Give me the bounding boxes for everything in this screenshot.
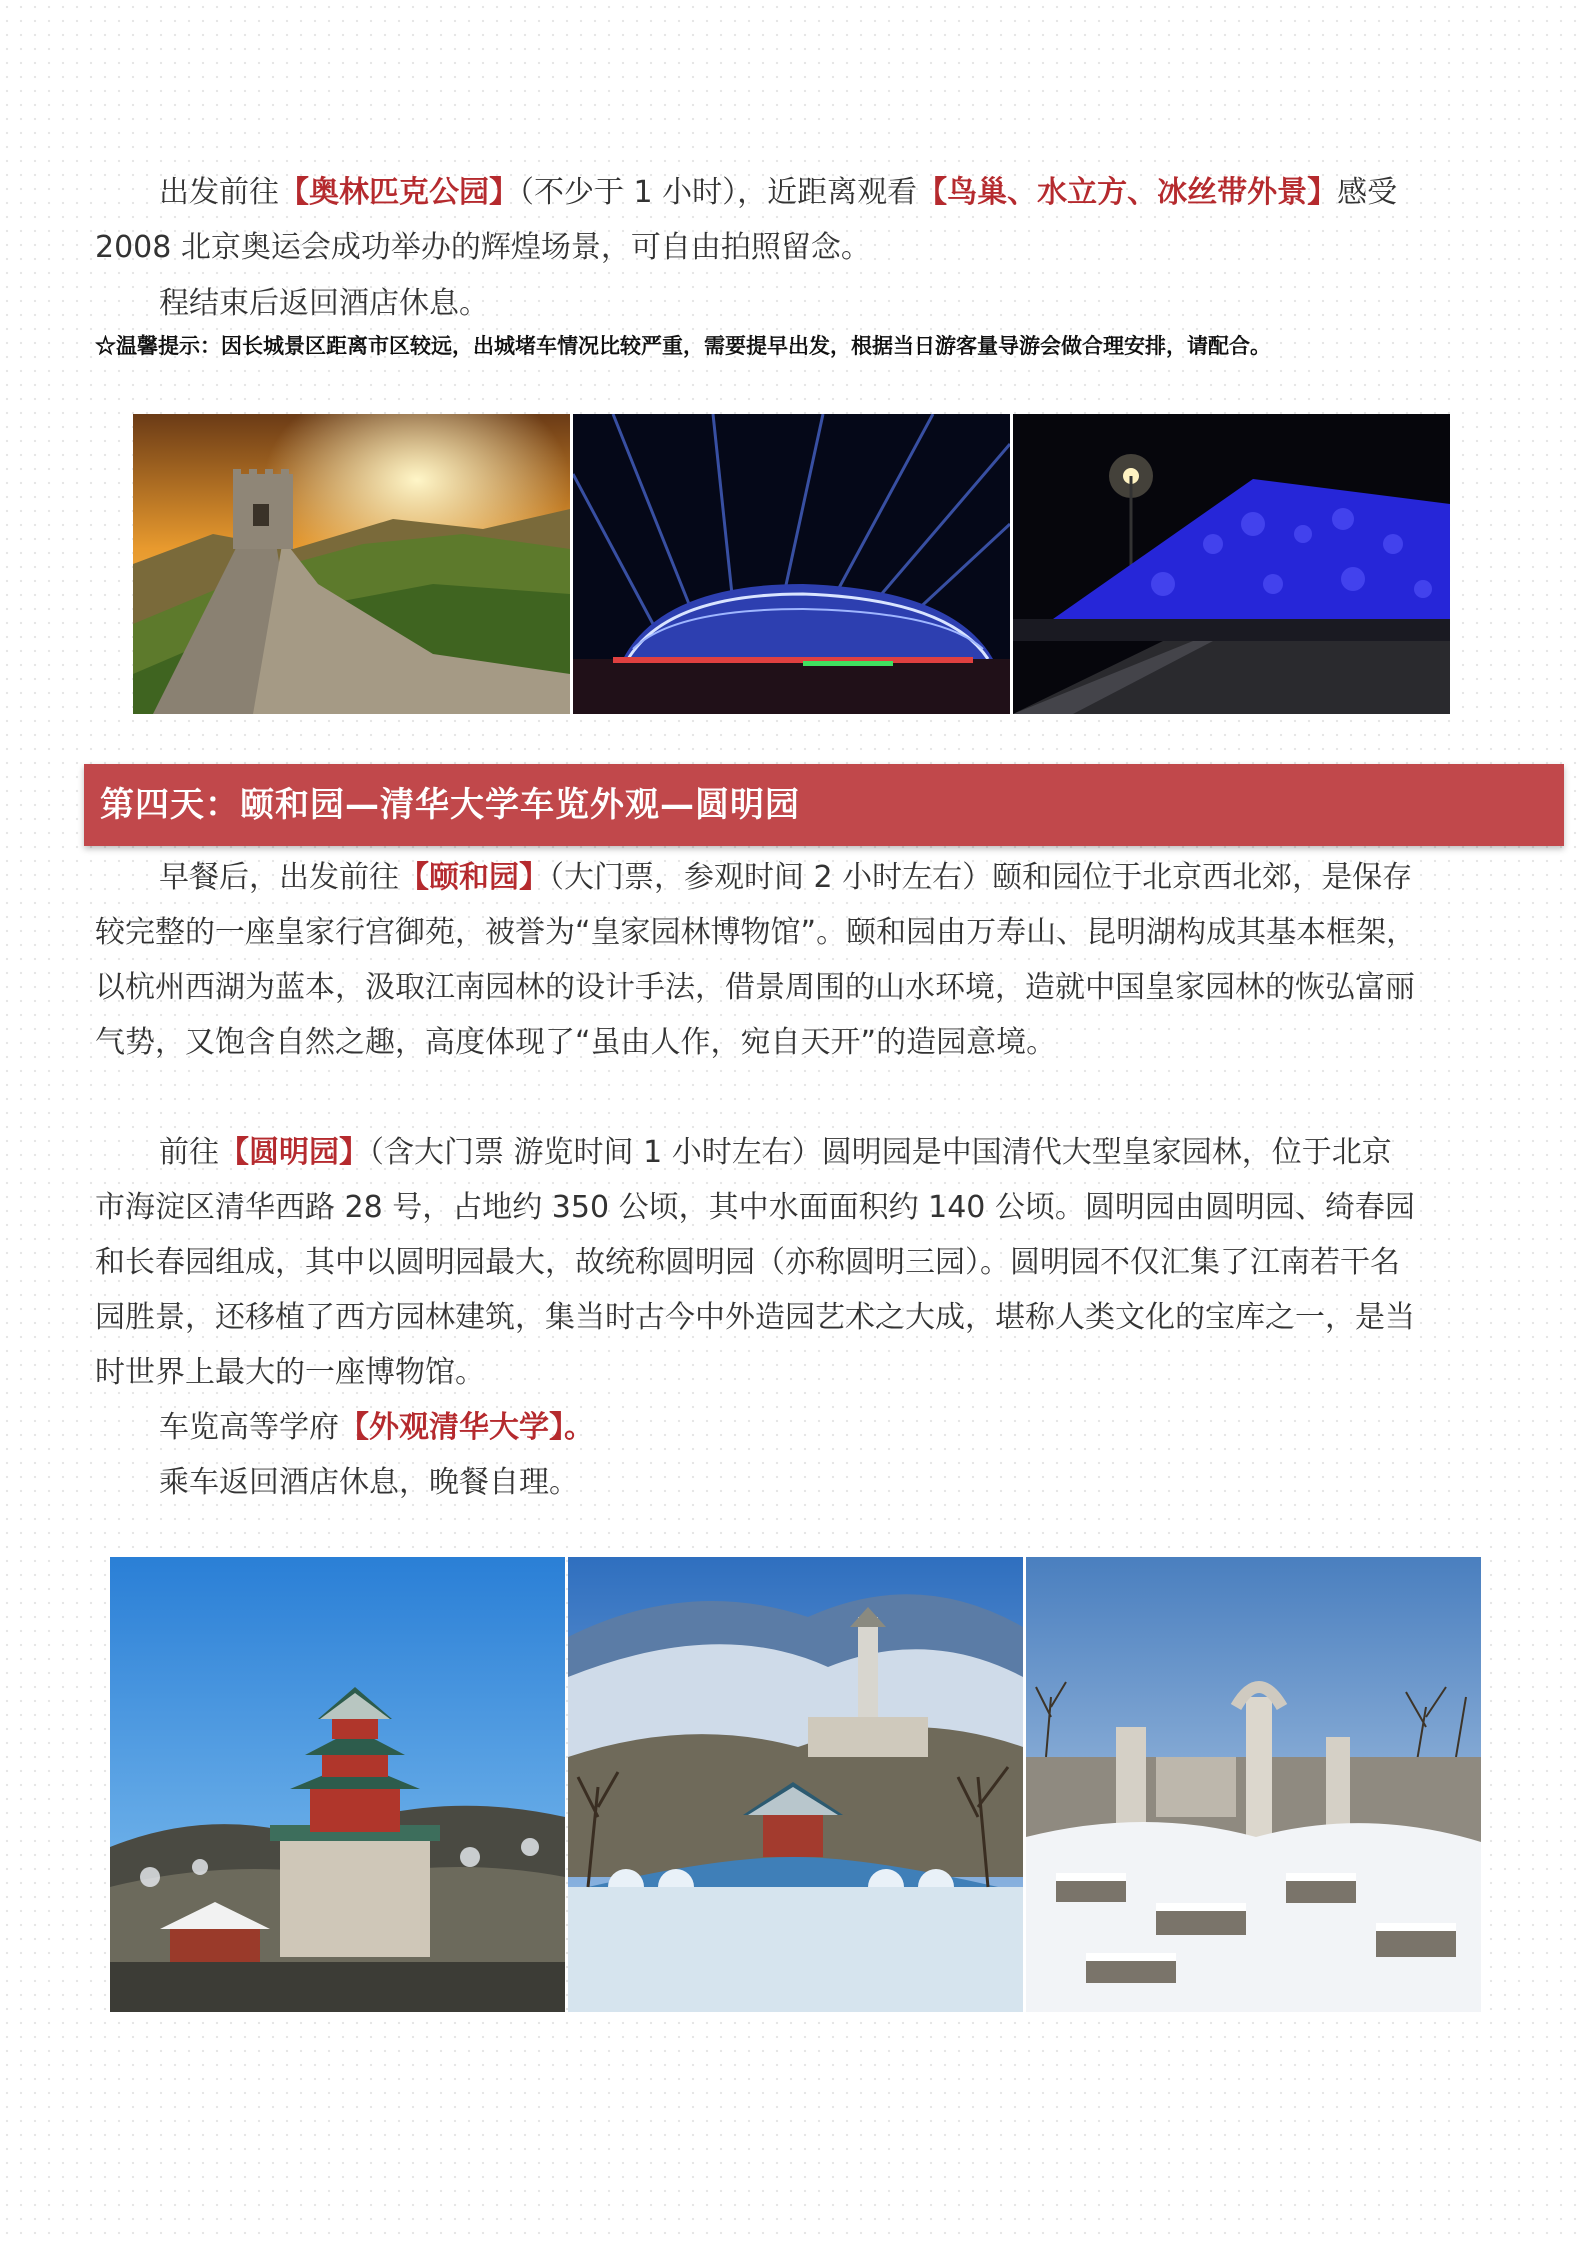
jade-peak-pagoda-photo (568, 1557, 1023, 2012)
text-segment: （大门票，参观时间 2 小时左右）颐和园位于北京西北郊，是保存较完整的一座皇家行宫御苑，被誉为“皇家园林博物馆”。颐和园由万寿山、昆明湖构成其基本框架，以杭州西湖为蓝本，汲取江南园林的设计手法，借景周围的山水环境，造就中国皇家园林的恢弘富丽气势，又饱含自然之趣，高度体现了“虽由人作，宛自天开”的造园意境。 (95, 860, 1417, 1060)
text-segment: （不少于 1 小时），近距离观看 (519, 175, 918, 210)
day4-banner (84, 764, 1564, 846)
olympic-park-paragraph (95, 165, 1420, 275)
highlight-summer-palace: 【颐和园】 (399, 860, 549, 895)
ice-ribbon-stadium-photo (573, 414, 1010, 714)
yuanmingyuan-ruins-photo (1026, 1557, 1481, 2012)
text-segment: 车览高等学府 (159, 1410, 339, 1445)
text-segment: 感受 2008 北京奥运会成功举办的辉煌场景，可自由拍照留念。 (95, 175, 1398, 265)
great-wall-photo (133, 414, 570, 714)
highlight-yuanmingyuan: 【圆明园】 (219, 1135, 369, 1170)
summer-palace-paragraph (95, 850, 1420, 1070)
summer-palace-tower-photo (110, 1557, 565, 2012)
tsinghua-paragraph (95, 1400, 1420, 1455)
text-segment: （含大门票 游览时间 1 小时左右）圆明园是中国清代大型皇家园林，位于北京市海淀区清华西路 28 号，占地约 350 公顷，其中水面面积约 140 公顷。圆明园由圆明园、绮春园和长春园组成，其中以圆明园最大，故统称圆明园（亦称圆明三园）。圆明园不仅汇集了江南若干名园胜景，还移植了西方园林建筑，集当时古今中外造园艺术之大成，堪称人类文化的宝库之一，是当时世界上最大的一座博物馆。 (95, 1135, 1415, 1390)
return-hotel-paragraph: 程结束后返回酒店休息。 (159, 286, 489, 321)
day4-title: 第四天：颐和园—清华大学车览外观—圆明园 (100, 785, 800, 825)
photo-row-2 (110, 1557, 1481, 2012)
yuanmingyuan-paragraph (95, 1125, 1420, 1400)
text-segment: 早餐后，出发前往 (159, 860, 399, 895)
photo-row-1 (133, 414, 1450, 714)
text-segment: 出发前往 (159, 175, 279, 210)
text-segment: 前往 (159, 1135, 219, 1170)
water-cube-photo (1013, 414, 1450, 714)
highlight-venues: 【鸟巢、水立方、冰丝带外景】 (917, 175, 1338, 210)
warm-tip-note: ☆温馨提示：因长城景区距离市区较远，出城堵车情况比较严重，需要提早出发，根据当日游客量导游会做合理安排，请配合。 (95, 333, 1271, 358)
highlight-tsinghua: 【外观清华大学】。 (339, 1410, 594, 1445)
highlight-olympic-park: 【奥林匹克公园】 (279, 175, 519, 210)
return-hotel-dinner-paragraph: 乘车返回酒店休息，晚餐自理。 (159, 1465, 579, 1500)
